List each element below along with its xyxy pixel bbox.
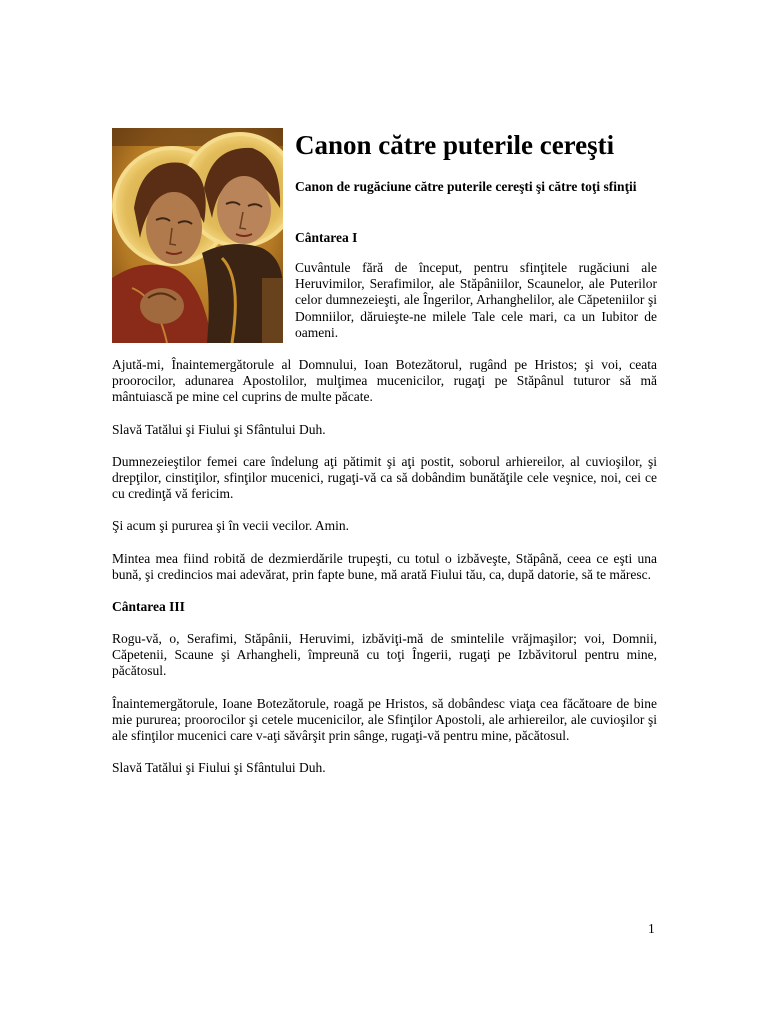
paragraph: Slavă Tatălui şi Fiului şi Sfântului Duh. (112, 421, 326, 437)
section-heading-cantarea-1: Cântarea I (295, 230, 358, 245)
paragraph: Dumnezeieştilor femei care îndelung aţi pătimit şi aţi postit, soborul arhiereilor, al cuvioşilor, şi drepţilor, cinstiţilor, sfinţilor mucenici, rugaţi-vă ca să dobândim bunătăţile cele veşnice, noi, cei ce cu credinţă vă fericim. (112, 453, 657, 502)
document-subtitle: Canon de rugăciune către puterile cereşti şi către toţi sfinţii (295, 179, 637, 194)
paragraph: Mintea mea fiind robită de dezmierdările trupeşti, cu totul o izbăveşte, Stăpână, ceea ce eşti una bună, şi credincios mai adevărat, prin fapte bune, mă arată Fiului tău, ca, după datorie, să te măresc. (112, 550, 657, 582)
paragraph: Cuvântule fără de început, pentru sfinţitele rugăciuni ale Heruvimilor, Serafimilor, ale Stăpâniilor, Scaunelor, ale Puterilor celor dumnezeieşti, ale Îngerilor, Arhanghelilor, ale Căpeteniilor şi Domniilor, dăruieşte-ne milele Tale cele mari, ca un Iubitor de oameni. (295, 260, 657, 340)
document-title: Canon către puterile cereşti (295, 130, 615, 160)
page-number: 1 (648, 921, 655, 936)
section-heading-cantarea-3: Cântarea III (112, 599, 185, 615)
paragraph: Ajută-mi, Înaintemergătorule al Domnului, Ioan Botezătorul, rugând pe Hristos; şi voi, ceata proorocilor, adunarea Apostolilor, mulţimea mucenicilor, rugaţi pe Stăpânul tuturor să mă mântuiască pe mine cel cuprins de multe păcate. (112, 357, 657, 405)
document-body (112, 357, 657, 792)
paragraph: Şi acum şi pururea şi în vecii vecilor. Amin. (112, 518, 349, 534)
angels-icon-image (112, 128, 283, 343)
paragraph: Înaintemergătorule, Ioane Botezătorule, roagă pe Hristos, să dobândesc viaţa cea făcătoare de bine mie pururea; proorocilor şi cetele mucenicilor, ale Sfinţilor Apostoli, ale arhiereilor, ale cuvioşilor şi ale sfinţilor mucenici care v-aţi săvârşit prin sânge, rugaţi-vă pentru mine, păcătosul. (112, 695, 657, 744)
paragraph: Rogu-vă, o, Serafimi, Stăpânii, Heruvimi, izbăviţi-mă de smintelile vrăjmaşilor; voi, Domnii, Căpetenii, Scaune şi Arhangheli, împreună cu toţi Îngerii, rugaţi pe Izbăvitorul pentru mine, păcătosul. (112, 631, 657, 679)
paragraph: Slavă Tatălui şi Fiului şi Sfântului Duh. (112, 760, 326, 776)
